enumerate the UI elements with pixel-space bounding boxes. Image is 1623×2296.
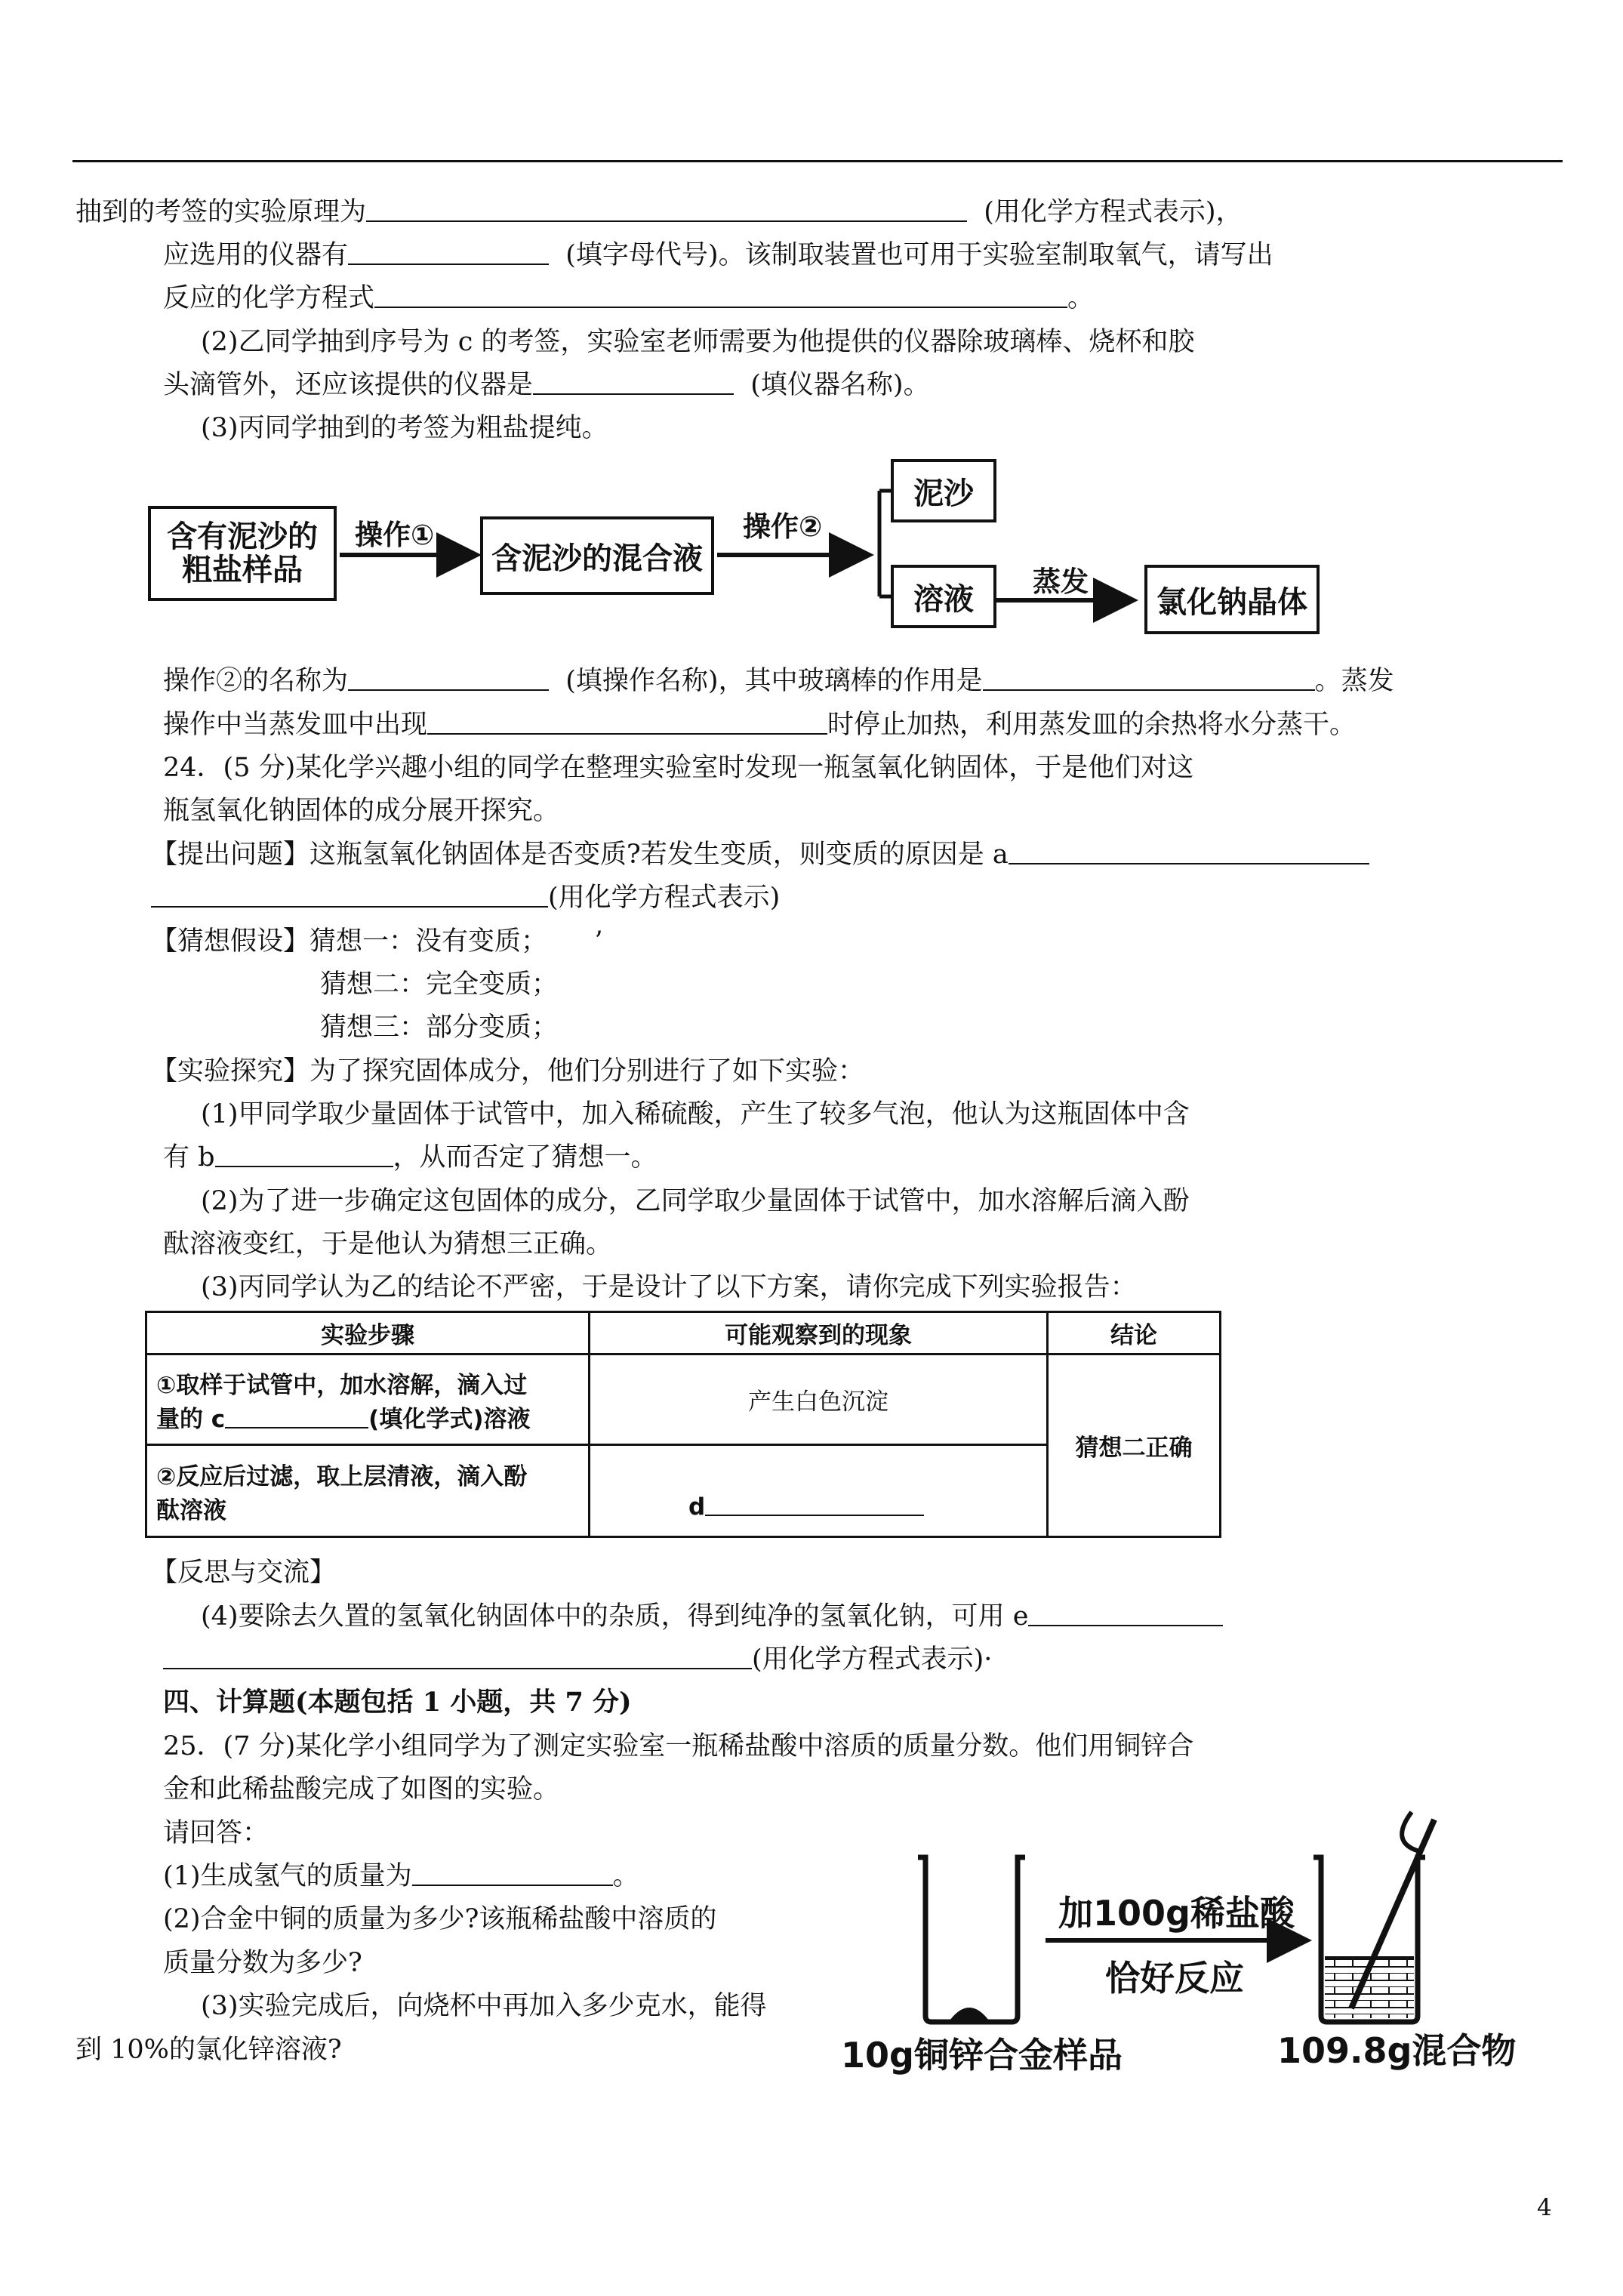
answer-blank[interactable]: [151, 880, 548, 908]
flow-box-crystal: 氯化钠晶体: [1144, 565, 1320, 634]
experiment-report-table: [145, 1311, 1221, 1538]
header-rule: [72, 160, 1563, 162]
text-line: 【反思与交流】: [151, 1558, 337, 1588]
text-line: 有 b ，从而否定了猜想一。: [163, 1139, 658, 1176]
answer-blank[interactable]: [1028, 1599, 1223, 1626]
table-cell: d: [590, 1445, 1048, 1537]
text-line: 应选用的仪器有 (填字母代号)。该制取装置也可用于实验室制取氧气，请写出: [163, 236, 1273, 274]
answer-blank[interactable]: [705, 1493, 924, 1516]
text-line: (2)合金中铜的质量为多少?该瓶稀盐酸中溶质的: [163, 1904, 717, 1934]
figure-reagent-label: 加100g稀盐酸: [1058, 1893, 1295, 1934]
table-header: 实验步骤: [146, 1312, 590, 1354]
answer-blank[interactable]: [533, 368, 734, 395]
text-line: (4)要除去久置的氢氧化钠固体中的杂质，得到纯净的氢氧化钠，可用 e: [201, 1598, 1223, 1635]
text-line: 猜想三：部分变质；: [320, 1012, 559, 1043]
text-line: (3)丙同学认为乙的结论不严密，于是设计了以下方案，请你完成下列实验报告：: [201, 1272, 1137, 1302]
text-line: 头滴管外，还应该提供的仪器是 (填仪器名称)。: [163, 366, 930, 404]
text-line: 【猜想假设】猜想一：没有变质； ’: [151, 926, 603, 957]
text-line: 【提出问题】这瓶氢氧化钠固体是否变质?若发生变质，则变质的原因是 a: [151, 836, 1369, 874]
text-line: (用化学方程式表示)·: [163, 1641, 992, 1678]
answer-blank[interactable]: [215, 1140, 393, 1167]
text-line: (3)实验完成后，向烧杯中再加入多少克水，能得: [201, 1991, 767, 2021]
text-line: (3)丙同学抽到的考签为粗盐提纯。: [201, 413, 608, 443]
text-line: 酞溶液变红，于是他认为猜想三正确。: [163, 1229, 613, 1259]
answer-blank[interactable]: [225, 1406, 368, 1428]
answer-blank[interactable]: [163, 1642, 752, 1669]
text-line: (2)乙同学抽到序号为 c 的考签，实验室老师需要为他提供的仪器除玻璃棒、烧杯和胶: [201, 327, 1195, 357]
text-line: (用化学方程式表示): [151, 879, 780, 917]
section-heading: 四、计算题(本题包括 1 小题，共 7 分): [163, 1687, 632, 1718]
answer-blank[interactable]: [366, 195, 967, 222]
table-cell: ①取样于试管中，加水溶解，滴入过 量的 c (填化学式)溶液: [146, 1354, 590, 1445]
text-line: 抽到的考签的实验原理为 (用化学方程式表示)，: [75, 193, 1243, 231]
text-line: 反应的化学方程式 。: [163, 279, 1094, 317]
text-line: 操作②的名称为 (填操作名称)，其中玻璃棒的作用是 。蒸发: [163, 662, 1394, 700]
question-25: 25．(7 分)某化学小组同学为了测定实验室一瓶稀盐酸中溶质的质量分数。他们用铜锌合: [163, 1731, 1194, 1761]
text-line: 瓶氢氧化钠固体的成分展开探究。: [163, 796, 560, 826]
answer-blank[interactable]: [412, 1859, 613, 1886]
answer-blank[interactable]: [348, 238, 549, 265]
flow-box-mud: 泥沙: [891, 459, 996, 522]
table-header: 结论: [1048, 1312, 1221, 1354]
branch-bracket: [879, 491, 891, 596]
text-line: 【实验探究】为了探究固体成分，他们分别进行了如下实验：: [151, 1056, 865, 1086]
flow-label-op1: 操作①: [355, 519, 435, 551]
flow-box-sample: 含有泥沙的粗盐样品: [148, 506, 337, 601]
text-line: 操作中当蒸发皿中出现 时停止加热，利用蒸发皿的余热将水分蒸干。: [163, 706, 1356, 744]
beaker-left: [918, 1857, 1025, 2022]
answer-blank[interactable]: [427, 707, 827, 735]
table-cell: 猜想二正确: [1048, 1354, 1221, 1537]
table-cell: ②反应后过滤，取上层清液，滴入酚 酞溶液: [146, 1445, 590, 1537]
text-line: 金和此稀盐酸完成了如图的实验。: [163, 1774, 560, 1804]
rod-holder: [1402, 1812, 1419, 1851]
flow-label-evap: 蒸发: [1033, 566, 1089, 598]
text-line: 猜想二：完全变质；: [320, 969, 559, 1000]
question-24: 24．(5 分)某化学兴趣小组的同学在整理实验室时发现一瓶氢氧化钠固体，于是他们对这: [163, 753, 1194, 783]
page-number: 4: [1537, 2194, 1552, 2221]
figure-left-label: 10g铜锌合金样品: [841, 2035, 1123, 2076]
flow-box-mixture: 含泥沙的混合液: [480, 516, 714, 595]
figure-right-label: 109.8g混合物: [1277, 2030, 1517, 2071]
text-line: 质量分数为多少?: [163, 1948, 362, 1978]
text-line: (1)甲同学取少量固体于试管中，加入稀硫酸，产生了较多气泡，他认为这瓶固体中含: [201, 1099, 1190, 1130]
alloy-sample: [950, 2008, 989, 2020]
answer-blank[interactable]: [983, 664, 1315, 691]
figure-reaction-label: 恰好反应: [1105, 1958, 1244, 1999]
answer-blank[interactable]: [374, 281, 1067, 308]
text-line: 到 10%的氯化锌溶液?: [75, 2035, 342, 2065]
table-cell: 产生白色沉淀: [590, 1354, 1048, 1445]
text-line: 请回答：: [163, 1818, 269, 1848]
flow-box-solution: 溶液: [891, 565, 996, 628]
text-line: (2)为了进一步确定这包固体的成分，乙同学取少量固体于试管中，加水溶解后滴入酚: [201, 1186, 1190, 1216]
answer-blank[interactable]: [1009, 837, 1369, 864]
table-header: 可能观察到的现象: [590, 1312, 1048, 1354]
text-line: (1)生成氢气的质量为 。: [163, 1857, 639, 1895]
flow-label-op2: 操作②: [743, 510, 823, 543]
answer-blank[interactable]: [348, 664, 549, 691]
